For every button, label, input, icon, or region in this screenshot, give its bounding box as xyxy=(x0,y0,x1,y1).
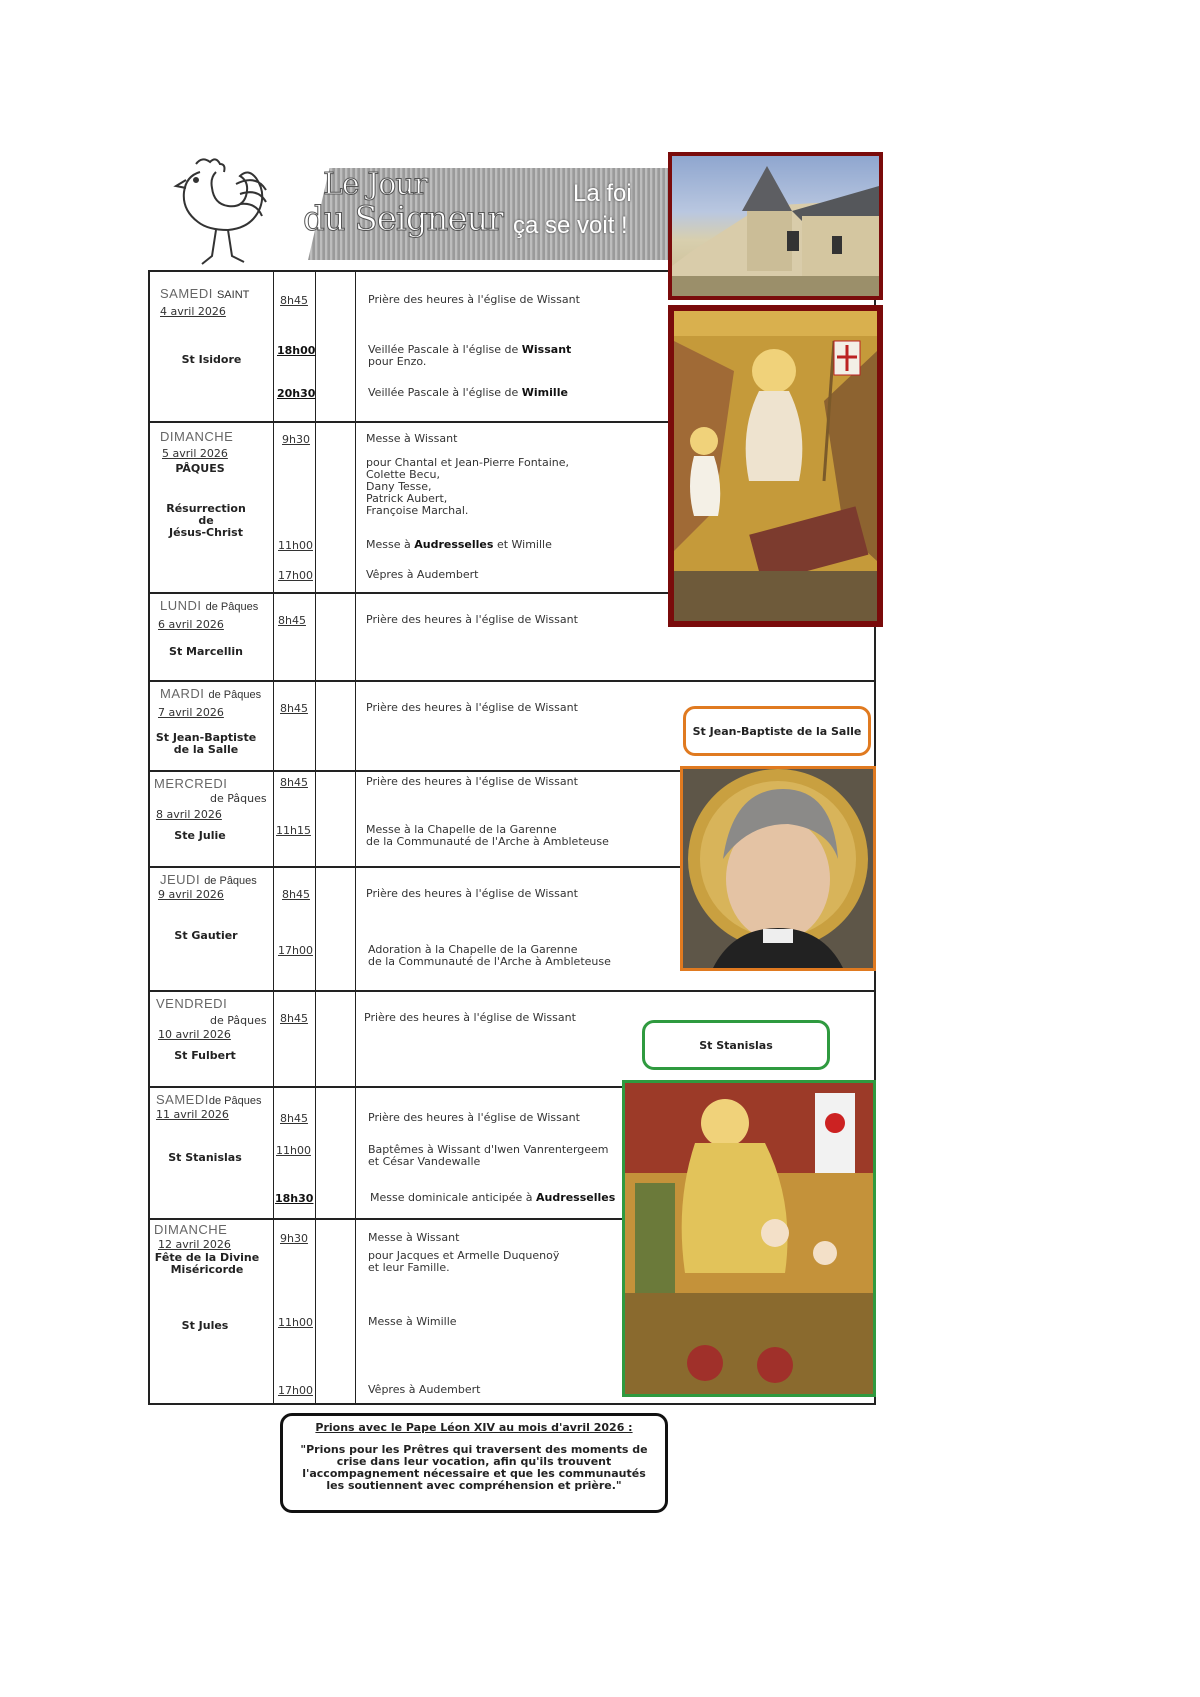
day-name: JEUDI xyxy=(160,872,201,887)
day-date: 5 avril 2026 xyxy=(162,447,228,460)
saint-name: Ste Julie xyxy=(174,829,226,842)
stanislas-illumination-image xyxy=(622,1080,876,1397)
event-time: 8h45 xyxy=(280,1112,308,1125)
table-row xyxy=(150,772,680,868)
day-date: 11 avril 2026 xyxy=(156,1108,229,1121)
day-suffix: de Pâques xyxy=(210,1014,267,1027)
event-time: 18h30 xyxy=(275,1192,314,1205)
event-time: 8h45 xyxy=(280,1012,308,1025)
event-text: Messe à Audresselles et Wimille xyxy=(366,538,552,551)
event-text: Prière des heures à l'église de Wissant xyxy=(368,293,580,306)
event-text: Messe à Wissant xyxy=(366,432,458,445)
table-row xyxy=(150,1220,630,1403)
day-suffix: SAINT xyxy=(216,289,250,301)
event-text: Messe à la Chapelle de la Garenne de la Communauté de l'Arche à Ambleteuse xyxy=(366,823,609,848)
event-time: 9h30 xyxy=(282,433,310,446)
event-text: Prière des heures à l'église de Wissant xyxy=(364,1011,576,1024)
event-text: pour Jacques et Armelle Duquenoÿ et leur Famille. xyxy=(368,1249,560,1274)
brand-title-line2: du Seigneur xyxy=(303,199,503,239)
portrait-jean-baptiste xyxy=(680,766,876,971)
event-text: Veillée Pascale à l'église de Wimille xyxy=(368,386,568,399)
header xyxy=(148,150,668,272)
saint-name: St Isidore xyxy=(181,353,242,366)
day-suffix: de Pâques xyxy=(208,1095,262,1107)
saint-name: St Fulbert xyxy=(174,1049,236,1062)
event-text: Vêpres à Audembert xyxy=(368,1383,481,1396)
day-date: 8 avril 2026 xyxy=(156,808,222,821)
caption-jean-baptiste: St Jean-Baptiste de la Salle xyxy=(683,706,871,756)
event-text: Vêpres à Audembert xyxy=(366,568,479,581)
event-text: pour Chantal et Jean-Pierre Fontaine, Colette Becu, Dany Tesse, Patrick Aubert, Françoise Marchal. xyxy=(366,456,570,517)
day-date: 12 avril 2026 xyxy=(158,1238,231,1251)
prayer-intention-box xyxy=(280,1413,668,1513)
saint-name: Résurrection de Jésus-Christ xyxy=(166,502,246,539)
saint-name: St Jules xyxy=(181,1319,229,1332)
event-text: Prière des heures à l'église de Wissant xyxy=(366,613,578,626)
day-name: SAMEDI xyxy=(156,1092,209,1107)
event-time: 8h45 xyxy=(278,614,306,627)
church-photo xyxy=(668,152,883,300)
table-row xyxy=(150,423,676,594)
event-time: 18h00 xyxy=(277,344,316,357)
event-text: Baptêmes à Wissant d'Iwen Vanrentergeem et César Vandewalle xyxy=(368,1143,609,1168)
day-name: DIMANCHE xyxy=(154,1222,228,1237)
saint-name: St Jean-Baptiste de la Salle xyxy=(155,731,257,756)
event-time: 11h00 xyxy=(276,1144,311,1157)
slogan-line1: La foi xyxy=(573,180,632,207)
saint-name: St Stanislas xyxy=(168,1151,242,1164)
table-row xyxy=(150,1088,630,1220)
resurrection-icon-image xyxy=(668,305,883,627)
prayer-text: "Prions pour les Prêtres qui traversent des moments de crise dans leur vocation, afin qu'ils trouvent l'accompagnement nécessaire et que les communautés les soutiennent avec compréhension et prière." xyxy=(300,1443,648,1492)
brand-title-line1: Le Jour xyxy=(323,167,427,202)
day-date: 9 avril 2026 xyxy=(158,888,224,901)
feast-name: PÂQUES xyxy=(175,462,225,475)
day-name: DIMANCHE xyxy=(160,429,234,444)
slogan-line2: ça se voit ! xyxy=(513,212,628,239)
day-name: MERCREDI xyxy=(154,776,228,791)
day-suffix: de Pâques xyxy=(210,792,267,805)
event-time: 11h00 xyxy=(278,539,313,552)
event-text: Prière des heures à l'église de Wissant xyxy=(366,701,578,714)
event-time: 9h30 xyxy=(280,1232,308,1245)
table-row xyxy=(150,272,676,423)
event-text: Messe à Wimille xyxy=(368,1315,457,1328)
day-name: LUNDI xyxy=(160,598,202,613)
event-time: 11h00 xyxy=(278,1316,313,1329)
event-time: 17h00 xyxy=(278,1384,313,1397)
event-text: Prière des heures à l'église de Wissant xyxy=(368,1111,580,1124)
event-time: 20h30 xyxy=(277,387,316,400)
day-name: MARDI xyxy=(160,686,205,701)
event-time: 11h15 xyxy=(276,824,311,837)
saint-name: St Gautier xyxy=(174,929,238,942)
event-text: Prière des heures à l'église de Wissant xyxy=(366,887,578,900)
prayer-title: Prions avec le Pape Léon XIV au mois d'avril 2026 : xyxy=(315,1421,633,1434)
day-name: VENDREDI xyxy=(156,996,228,1011)
day-date: 10 avril 2026 xyxy=(158,1028,231,1041)
event-time: 8h45 xyxy=(282,888,310,901)
event-time: 8h45 xyxy=(280,776,308,789)
event-text: Messe à Wissant xyxy=(368,1231,460,1244)
event-time: 8h45 xyxy=(280,702,308,715)
rooster-logo-icon xyxy=(156,154,276,272)
event-text: Prière des heures à l'église de Wissant xyxy=(366,775,578,788)
day-date: 6 avril 2026 xyxy=(158,618,224,631)
caption-stanislas: St Stanislas xyxy=(642,1020,830,1070)
event-text: Messe dominicale anticipée à Audresselles xyxy=(370,1191,616,1204)
day-suffix: de Pâques xyxy=(205,601,259,613)
event-text: Adoration à la Chapelle de la Garenne de la Communauté de l'Arche à Ambleteuse xyxy=(368,943,611,968)
event-time: 17h00 xyxy=(278,569,313,582)
day-suffix: de Pâques xyxy=(204,875,257,887)
feast-name: Fête de la Divine Miséricorde xyxy=(154,1251,260,1276)
day-name: SAMEDI xyxy=(160,286,213,301)
event-time: 17h00 xyxy=(278,944,313,957)
event-text: Veillée Pascale à l'église de Wissant pour Enzo. xyxy=(368,343,572,368)
day-suffix: de Pâques xyxy=(208,689,262,701)
day-date: 7 avril 2026 xyxy=(158,706,224,719)
day-date: 4 avril 2026 xyxy=(160,305,226,318)
event-time: 8h45 xyxy=(280,294,308,307)
saint-name: St Marcellin xyxy=(169,645,243,658)
